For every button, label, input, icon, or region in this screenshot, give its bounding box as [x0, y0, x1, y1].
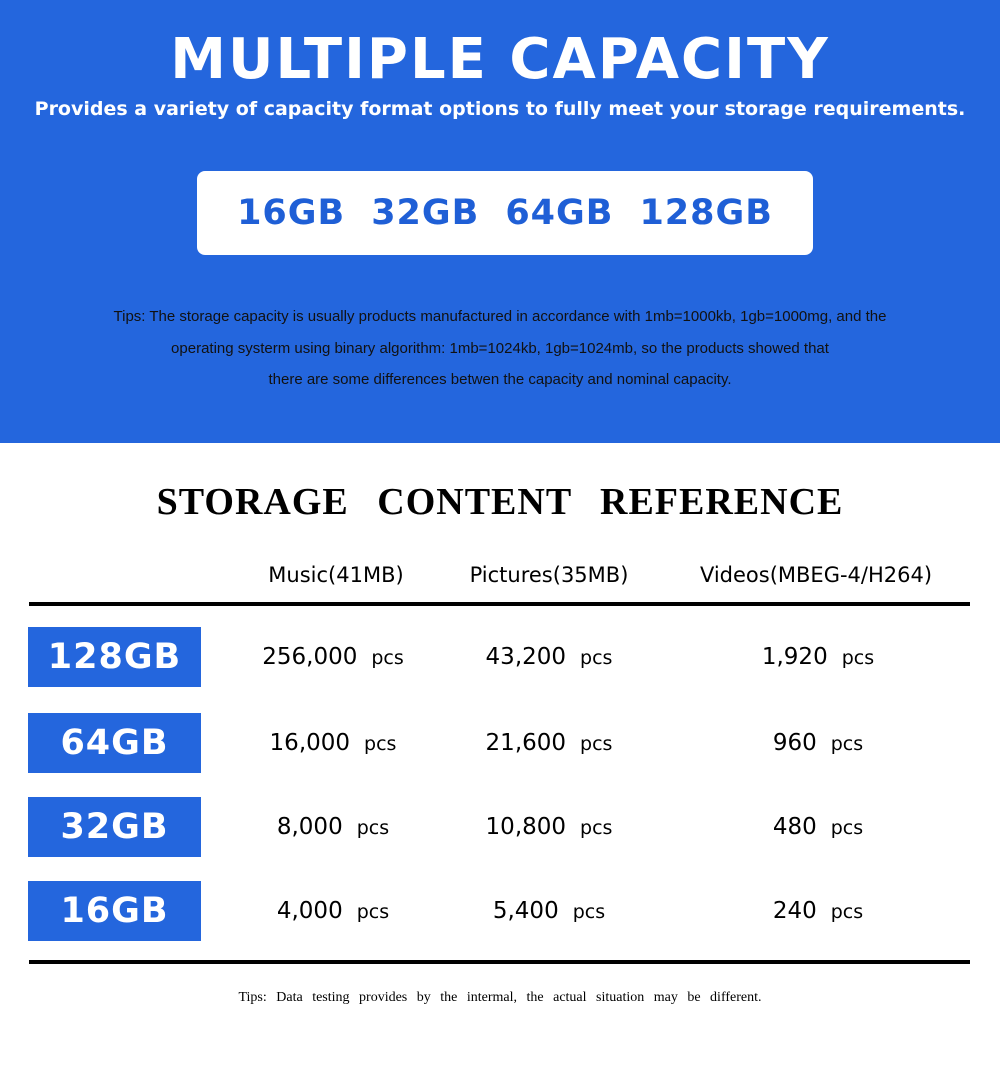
cell-value: 4,000 [276, 898, 343, 924]
table-cell-pictures [446, 797, 652, 857]
table-cell-videos [718, 797, 918, 857]
hero-banner [0, 0, 1000, 443]
cell-value: 256,000 [262, 644, 358, 670]
capacity-option-128gb: 128GB [639, 193, 773, 233]
column-header-music: Music(41MB) [268, 563, 404, 587]
capacity-tips [40, 301, 960, 396]
footer-tips: Tips: Data testing provides by the intermal, the actual situation may be different. [238, 990, 762, 1005]
row-label-128gb: 128GB [28, 627, 201, 687]
cell-value: 8,000 [276, 814, 343, 840]
table-bottom-rule [29, 960, 970, 964]
cell-value: 480 [772, 814, 817, 840]
cell-unit: pcs [580, 647, 613, 669]
capacity-option-32gb: 32GB [371, 193, 480, 233]
capacity-tips-line: operating systerm using binary algorithm: 1mb=1024kb, 1gb=1024mb, so the products showed that [171, 339, 829, 357]
capacity-option-64gb: 64GB [505, 193, 614, 233]
cell-value: 960 [772, 730, 817, 756]
table-cell-videos [718, 627, 918, 687]
cell-unit: pcs [830, 817, 864, 839]
page-subtitle: Provides a variety of capacity format options to fully meet your storage requirements. [34, 98, 966, 120]
reference-title: STORAGE CONTENT REFERENCE [156, 481, 844, 523]
page-title: MULTIPLE CAPACITY [170, 27, 830, 92]
capacity-options-box [197, 171, 813, 255]
table-cell-music [233, 627, 433, 687]
table-cell-pictures [446, 881, 652, 941]
cell-value: 16,000 [269, 730, 351, 756]
table-cell-music [233, 881, 433, 941]
table-cell-pictures [446, 713, 652, 773]
cell-unit: pcs [580, 817, 613, 839]
cell-value: 1,920 [761, 644, 828, 670]
cell-unit: pcs [580, 733, 613, 755]
cell-unit: pcs [841, 647, 875, 669]
table-cell-music [233, 797, 433, 857]
capacity-tips-line: Tips: The storage capacity is usually products manufactured in accordance with 1mb=1000kb, 1gb=1000mg, and the [113, 308, 887, 325]
table-cell-videos [718, 881, 918, 941]
table-cell-pictures [446, 627, 652, 687]
cell-unit: pcs [371, 647, 404, 669]
cell-value: 240 [772, 898, 817, 924]
cell-unit: pcs [356, 901, 390, 923]
cell-unit: pcs [356, 817, 390, 839]
column-header-videos: Videos(MBEG-4/H264) [699, 563, 933, 587]
cell-unit: pcs [830, 733, 864, 755]
table-cell-music [233, 713, 433, 773]
table-cell-videos [718, 713, 918, 773]
capacity-option-16gb: 16GB [237, 193, 346, 233]
capacity-tips-line: there are some differences betwen the capacity and nominal capacity. [268, 371, 732, 388]
column-header-pictures: Pictures(35MB) [469, 563, 629, 587]
row-label-16gb: 16GB [28, 881, 201, 941]
cell-unit: pcs [364, 733, 397, 755]
row-label-32gb: 32GB [28, 797, 201, 857]
table-top-rule [29, 602, 970, 606]
cell-value: 43,200 [485, 644, 567, 670]
cell-value: 10,800 [485, 814, 567, 840]
cell-unit: pcs [830, 901, 864, 923]
row-label-64gb: 64GB [28, 713, 201, 773]
cell-value: 5,400 [492, 898, 559, 924]
cell-unit: pcs [572, 901, 606, 923]
cell-value: 21,600 [485, 730, 567, 756]
